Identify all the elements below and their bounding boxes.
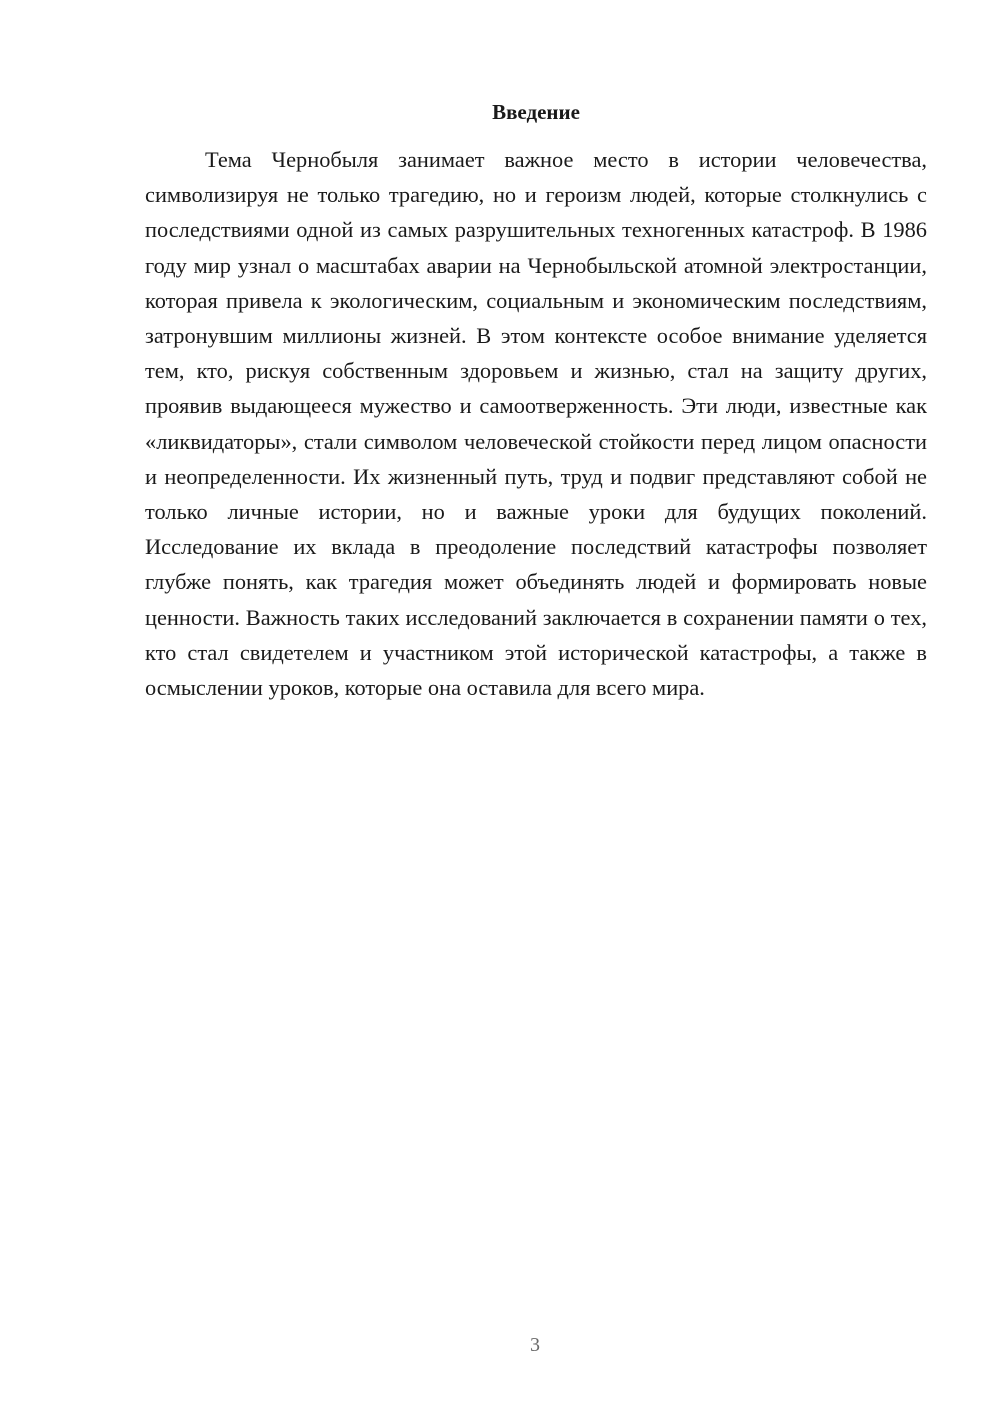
page-number: 3 [530,1334,540,1356]
section-heading: Введение [492,100,580,124]
intro-paragraph: Тема Чернобыля занимает важное место в истории человечества, символизируя не только трагедию, но и героизм людей, которые столкнулись с последствиями одной из самых разрушительных техногенных катастроф. В 1986 году мир узнал о масштабах аварии на Чернобыльской атомной электростанции, которая привела к экологическим, социальным и экономическим последствиям, затронувшим миллионы жизней. В этом контексте особое внимание уделяется тем, кто, рискуя собственным здоровьем и жизнью, стал на защиту других, проявив выдающееся мужество и самоотверженность. Эти люди, известные как «ликвидаторы», стали символом человеческой стойкости перед лицом опасности и неопределенности. Их жизненный путь, труд и подвиг представляют собой не только личные истории, но и важные уроки для будущих поколений. Исследование их вклада в преодоление последствий катастрофы позволяет глубже понять, как трагедия может объединять людей и формировать новые ценности. Важность таких исследований заключается в сохранении памяти о тех, кто стал свидетелем и участником этой исторической катастрофы, а также в осмыслении уроков, которые она оставила для всего мира. [145,147,927,701]
